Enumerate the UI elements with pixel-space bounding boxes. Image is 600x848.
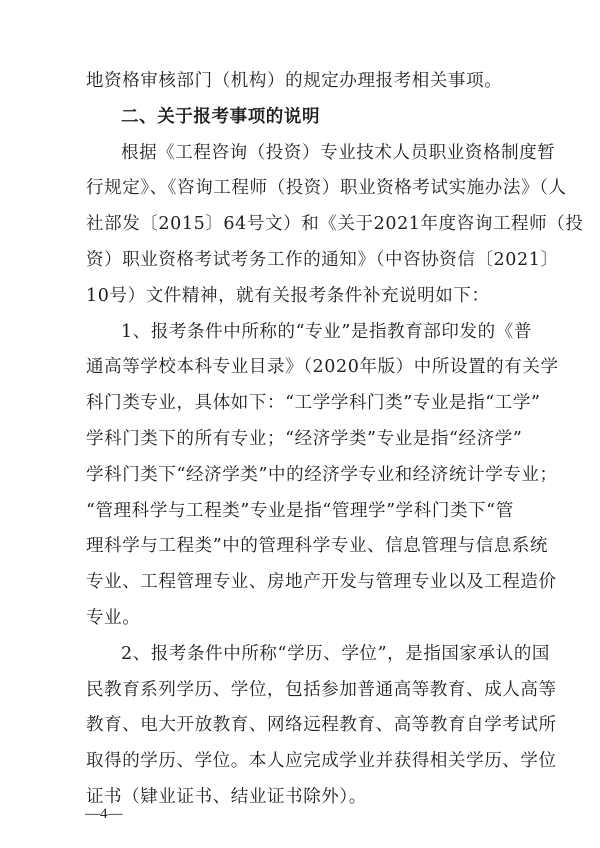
text-line: 行规定》、《咨询工程师（投资）职业资格考试实施办法》（人 xyxy=(86,178,567,199)
text-line: 学科门类下的所有专业；“经济学类”专业是指“经济学” xyxy=(86,429,523,449)
text-line: “管理科学与工程类”专业是指“管理学”学科门类下“管 xyxy=(86,500,514,521)
text-line: 资）职业资格考试考务工作的通知》（中咨协资信〔2021〕 xyxy=(86,250,559,270)
text-line: 地资格审核部门（机构）的规定办理报考相关事项。 xyxy=(86,71,503,91)
page-number: —4— xyxy=(85,806,123,822)
text-line: 根据《工程咨询（投资）专业技术人员职业资格制度暂 xyxy=(121,142,556,163)
text-line: 2、报考条件中所称“学历、学位”，是指国家承认的国 xyxy=(121,643,551,664)
text-line: 理科学与工程类”中的管理科学专业、信息管理与信息系统 xyxy=(86,536,549,557)
text-line: 民教育系列学历、学位，包括参加普通高等教育、成人高等 xyxy=(86,679,557,700)
text-line: 专业、工程管理专业、房地产开发与管理专业以及工程造价 xyxy=(86,572,557,593)
text-line: 证书（肄业证书、结业证书除外）。 xyxy=(86,787,367,807)
text-line: 专业。 xyxy=(86,608,141,628)
text-line: 科门类专业，具体如下：“工学学科门类”专业是指“工学” xyxy=(86,393,541,414)
text-line: 取得的学历、学位。本人应完成学业并获得相关学历、学位 xyxy=(86,751,557,772)
text-line: 通高等学校本科专业目录》（2020年版）中所设置的有关学 xyxy=(86,357,559,378)
text-line: 教育、电大开放教育、网络远程教育、高等教育自学考试所 xyxy=(86,715,557,736)
section-heading: 二、关于报考事项的说明 xyxy=(121,106,321,127)
text-line: 1、报考条件中所称的“专业”是指教育部印发的《普 xyxy=(121,321,532,342)
text-line: 10号）文件精神，就有关报考条件补充说明如下： xyxy=(86,285,490,306)
text-line: 学科门类下“经济学类”中的经济学专业和经济统计学专业； xyxy=(86,464,558,485)
text-line: 社部发〔2015〕64号文）和《关于2021年度咨询工程师（投 xyxy=(86,214,584,235)
